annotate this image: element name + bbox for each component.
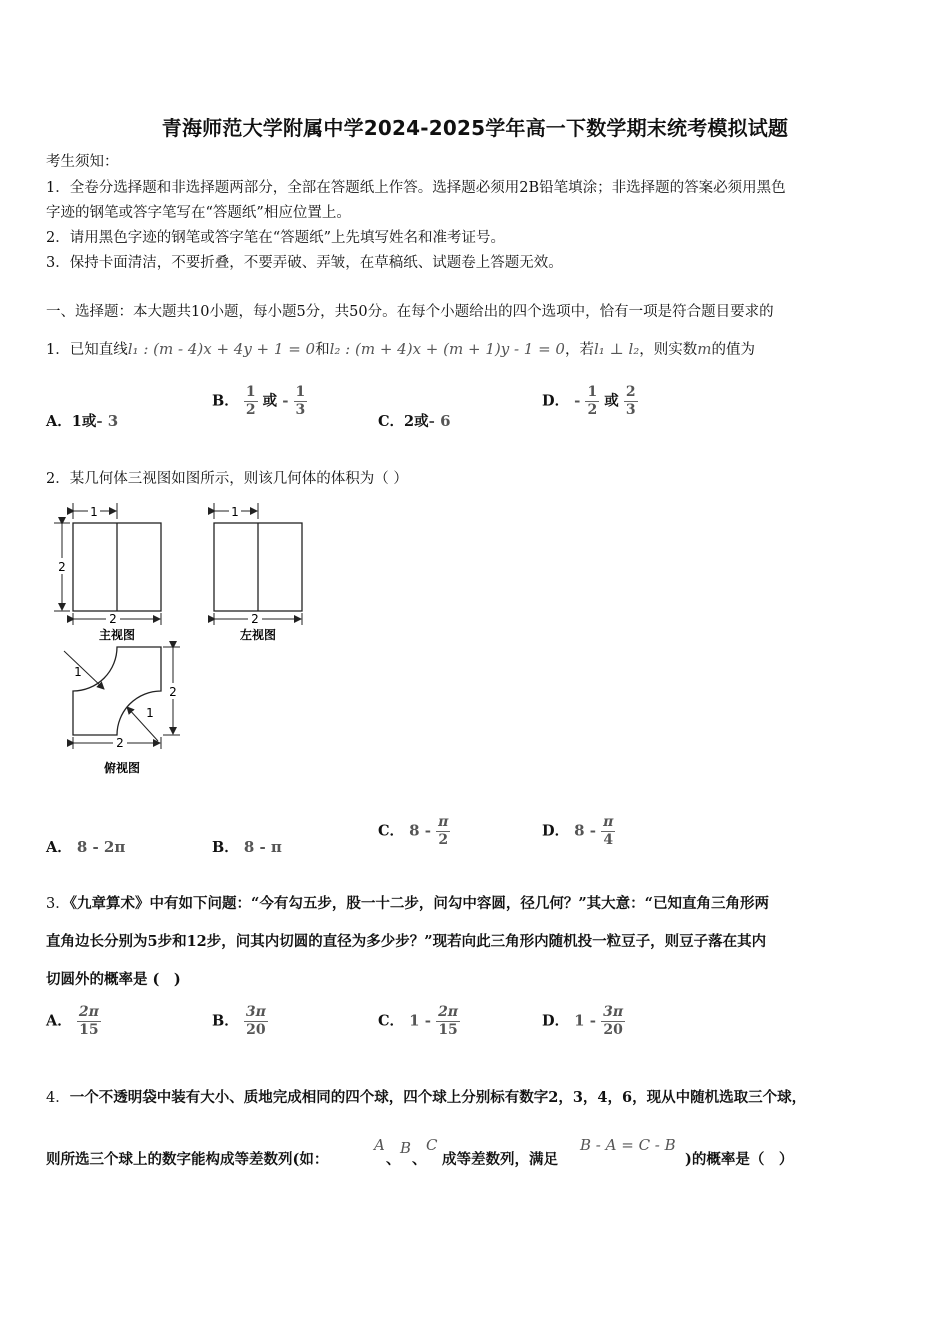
option-text: 1或 — [71, 413, 97, 430]
question-3-stem — [46, 894, 769, 914]
question-4-line-2 — [46, 1150, 328, 1170]
side-view — [214, 503, 302, 642]
separator: 、 — [412, 1151, 427, 1168]
option-2d[interactable] — [542, 814, 615, 849]
fraction: $\frac{1}{2}$ — [245, 384, 256, 418]
option-value: 1 - — [409, 1011, 431, 1030]
dimension-label: 2 — [109, 612, 117, 626]
fraction: $\frac{1}{2}$ — [587, 384, 598, 418]
option-2a[interactable] — [46, 836, 125, 857]
line-l1-equation: l₁ : (m - 4)x + 4y + 1 = 0 — [127, 340, 316, 358]
option-2c[interactable] — [378, 814, 450, 849]
option-value: - 3 — [96, 412, 119, 430]
question-text: 某几何体三视图如图所示，则该几何体的体积为（ ） — [69, 471, 408, 487]
perpendicular-condition: l₁ ⊥ l₂ — [593, 340, 640, 358]
question-text: 的值为 — [711, 342, 755, 358]
option-label: D． — [542, 822, 570, 840]
option-value: 1 - — [574, 1011, 597, 1030]
arithmetic-condition: B - A = C - B — [580, 1136, 676, 1154]
ball-c: C — [426, 1136, 438, 1154]
option-text: 或 — [604, 392, 619, 410]
fraction: $\frac{1}{3}$ — [295, 384, 306, 418]
option-label: D． — [542, 392, 570, 410]
dimension-label: 2 — [251, 612, 259, 626]
fraction: $\frac{2\pi}{15}$ — [78, 1004, 99, 1038]
fraction: $\frac{3\pi}{20}$ — [603, 1004, 624, 1038]
option-label: C． — [378, 413, 405, 430]
page-title: 青海师范大学附属中学2024-2025学年高一下数学期末统考模拟试题 — [161, 116, 789, 140]
option-label: B． — [212, 1012, 239, 1030]
fraction: $\frac{2}{3}$ — [625, 384, 636, 418]
question-text: ，若 — [564, 342, 594, 358]
option-label: C． — [378, 1012, 405, 1030]
option-value: 8 - — [574, 821, 597, 840]
question-text: ，则实数 — [639, 342, 698, 358]
option-3b[interactable] — [212, 1004, 268, 1039]
option-1c[interactable] — [378, 410, 451, 431]
option-value: - 6 — [428, 412, 451, 430]
dimension-label: 2 — [58, 560, 66, 574]
dimension-label: 1 — [74, 665, 82, 679]
question-number: 1． — [46, 342, 70, 358]
line-l2-equation: l₂ : (m + 4)x + (m + 1)y - 1 = 0 — [329, 340, 565, 358]
dimension-label: 2 — [116, 736, 124, 750]
ball-b: B — [400, 1139, 412, 1157]
question-3-line-3: 切圆外的概率是 ( ) — [46, 971, 181, 988]
option-1a[interactable] — [46, 410, 118, 431]
question-text: 则所选三个球上的数字能构成等差数列(如： — [46, 1151, 329, 1168]
fraction: $\frac{3\pi}{20}$ — [245, 1004, 266, 1038]
option-3a[interactable] — [46, 1004, 101, 1039]
option-label: B． — [212, 392, 239, 410]
front-view — [54, 503, 161, 642]
question-number: 2． — [46, 471, 70, 487]
question-text: 成等差数列，满足 — [442, 1151, 558, 1168]
option-text: 或 — [262, 392, 278, 410]
option-label: D． — [542, 1012, 570, 1030]
minus-sign: - — [282, 391, 289, 410]
option-3d[interactable] — [542, 1004, 625, 1039]
option-value: 8 - — [409, 821, 431, 840]
question-text: 一个不透明袋中装有大小、质地完成相同的四个球，四个球上分别标有数字2，3，4，6，现从中随机选取三个球， — [69, 1089, 807, 1106]
fraction: $\frac{2\pi}{15}$ — [438, 1004, 459, 1038]
notice-item-1: 1．全卷分选择题和非选择题两部分，全部在答题纸上作答。选择题必须用2B铅笔填涂；非选择题的答案必须用黑色 — [46, 180, 786, 196]
option-label: A． — [46, 1012, 72, 1030]
option-1d[interactable] — [542, 384, 638, 419]
question-1-stem — [46, 339, 755, 360]
dimension-label: 1 — [90, 505, 98, 519]
option-label: C． — [378, 822, 405, 840]
separator: 、 — [386, 1151, 401, 1168]
question-number: 3． — [46, 896, 70, 912]
section-heading: 一、选择题：本大题共10小题，每小题5分，共50分。在每个小题给出的四个选项中，恰有一项是符合题目要求的 — [46, 304, 774, 320]
option-value: 8 - 2π — [76, 838, 126, 856]
option-value: 8 - π — [243, 838, 282, 856]
notice-item-3: 3．保持卡面清洁，不要折叠，不要弄破、弄皱，在草稿纸、试题卷上答题无效。 — [46, 255, 563, 271]
question-4-stem — [46, 1088, 806, 1108]
option-2b[interactable] — [212, 836, 282, 857]
question-text: 已知直线 — [69, 342, 128, 358]
question-3-line-2: 直角边长分别为5步和12步，问其内切圆的直径为多少步？”现若向此三角形内随机投一粒豆子，则豆子落在其内 — [46, 933, 767, 950]
option-label: B． — [212, 839, 239, 856]
option-text: 2或 — [404, 413, 429, 430]
dimension-label: 1 — [231, 505, 239, 519]
question-text: )的概率是（ ） — [685, 1151, 794, 1168]
variable-m: m — [697, 340, 712, 358]
question-2-stem — [46, 469, 408, 489]
fraction: $\frac{\pi}{2}$ — [438, 814, 449, 848]
option-label: A． — [46, 413, 72, 430]
notice-heading: 考生须知： — [46, 154, 119, 170]
option-1b[interactable] — [212, 384, 307, 419]
ball-a: A — [374, 1136, 385, 1154]
top-view-label: 俯视图 — [103, 761, 141, 775]
top-view — [64, 647, 180, 775]
dimension-label: 2 — [169, 685, 177, 699]
dimension-label: 1 — [146, 706, 154, 720]
question-text: 和 — [315, 342, 330, 358]
option-label: A． — [46, 839, 72, 856]
notice-item-1-cont: 字迹的钢笔或答字笔写在“答题纸”相应位置上。 — [46, 205, 351, 221]
notice-item-2: 2．请用黑色字迹的钢笔或答字笔在“答题纸”上先填写姓名和准考证号。 — [46, 230, 506, 246]
fraction: $\frac{\pi}{4}$ — [603, 814, 614, 848]
minus-sign: - — [574, 391, 581, 410]
question-number: 4． — [46, 1090, 70, 1106]
question-text: 《九章算术》中有如下问题：“今有勾五步，股一十二步，问勾中容圆，径几何？”其大意：“已知直角三角形两 — [69, 895, 770, 912]
front-view-label: 主视图 — [98, 628, 136, 642]
option-3c[interactable] — [378, 1004, 460, 1039]
three-view-figure — [40, 495, 320, 785]
side-view-label: 左视图 — [239, 628, 277, 642]
